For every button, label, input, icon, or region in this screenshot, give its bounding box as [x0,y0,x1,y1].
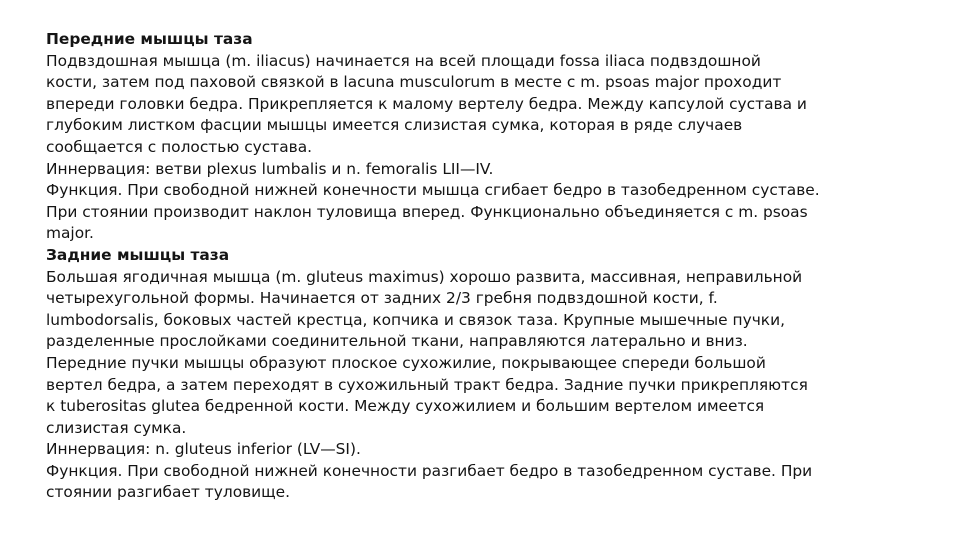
paragraph-line: Подвздошная мышца (m. iliacus) начинается на всей площади fossa iliaca подвздошной [46,51,761,70]
paragraph-line: major. [46,224,94,243]
function-line: Функция. При свободной нижней конечности мышца сгибает бедро в тазобедренном суставе. [46,181,820,200]
document-text-block [46,29,936,504]
paragraph-line: глубоким листком фасции мышцы имеется слизистая сумка, которая в ряде случаев [46,116,743,135]
paragraph-line: к tuberositas glutea бедренной кости. Между сухожилием и большим вертелом имеется [46,397,765,416]
innervation-line: Иннервация: ветви plexus lumbalis и n. femoralis LII—IV. [46,159,494,178]
paragraph-line: стоянии разгибает туловище. [46,483,291,502]
paragraph-line: кости, затем под паховой связкой в lacuna musculorum в месте с m. psoas major проходит [46,73,782,92]
paragraph-line: Большая ягодичная мышца (m. gluteus maximus) хорошо развита, массивная, неправильной [46,267,803,286]
function-line: Функция. При свободной нижней конечности разгибает бедро в тазобедренном суставе. При [46,461,813,480]
paragraph-line: сообщается с полостью сустава. [46,137,313,156]
paragraph-line: разделенные прослойками соединительной ткани, направляются латерально и вниз. [46,332,748,351]
section-heading-posterior: Задние мышцы таза [46,245,230,264]
paragraph-line: четырехугольной формы. Начинается от задних 2/3 гребня подвздошной кости, f. [46,289,718,308]
paragraph-line: Передние пучки мышцы образуют плоское сухожилие, покрывающее спереди большой [46,353,766,372]
paragraph-line: впереди головки бедра. Прикрепляется к малому вертелу бедра. Между капсулой сустава и [46,94,807,113]
paragraph-line: слизистая сумка. [46,418,187,437]
paragraph-line: При стоянии производит наклон туловища вперед. Функционально объединяется с m. psoas [46,202,808,221]
paragraph-line: lumbodorsalis, боковых частей крестца, копчика и связок таза. Крупные мышечные пучки, [46,310,785,329]
paragraph-line: вертел бедра, а затем переходят в сухожильный тракт бедра. Задние пучки прикрепляются [46,375,808,394]
innervation-line: Иннервация: n. gluteus inferior (LV—SI). [46,440,361,459]
section-heading-anterior: Передние мышцы таза [46,30,253,48]
